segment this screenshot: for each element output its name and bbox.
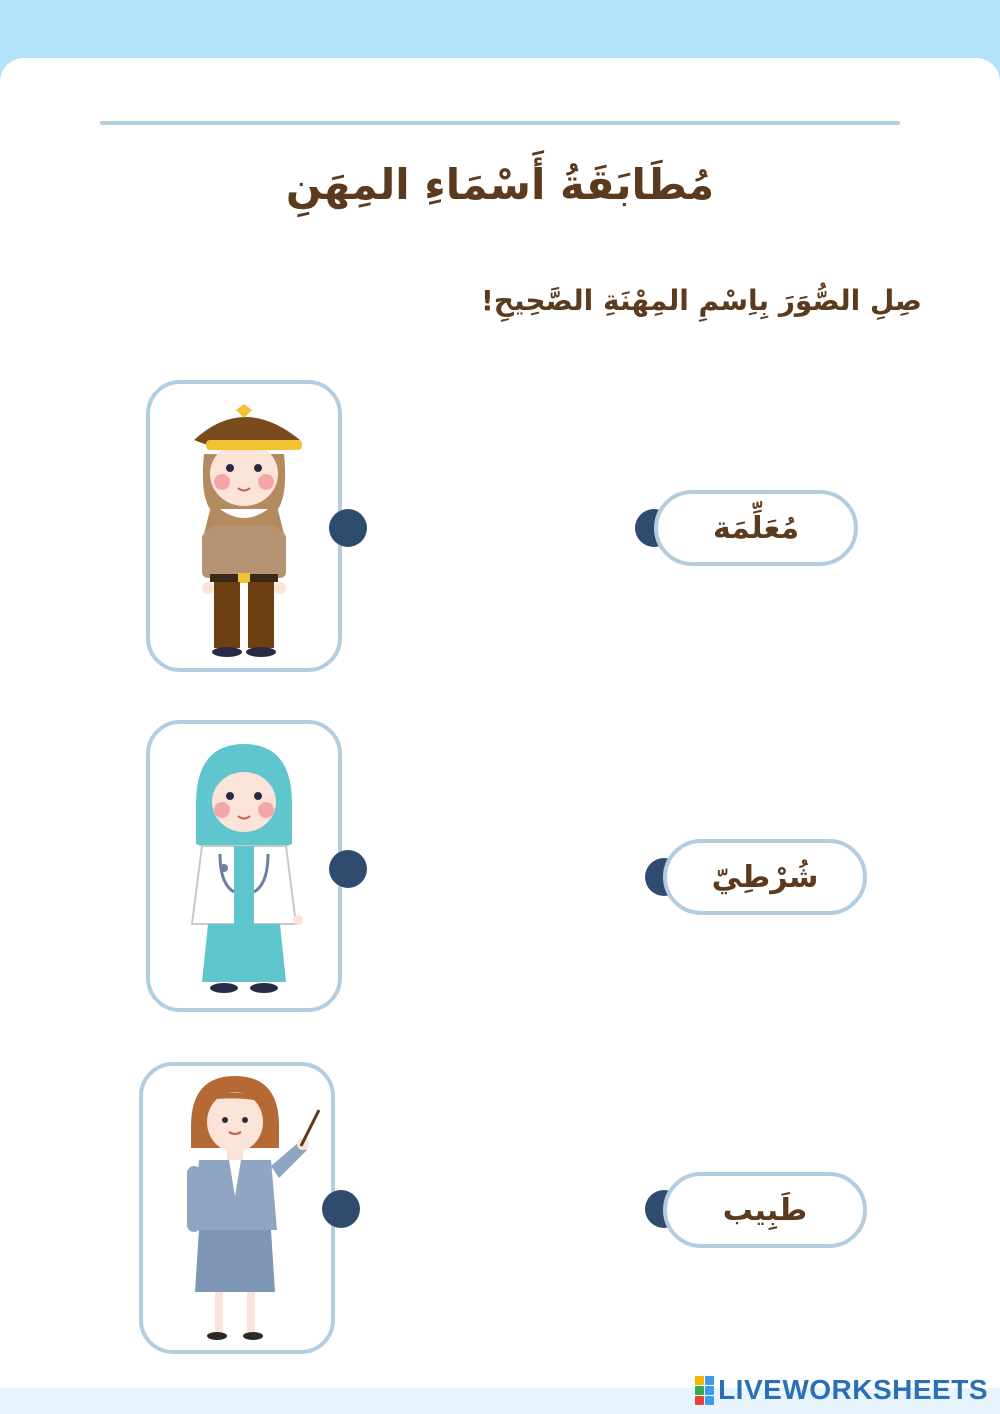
connector-dot-image-1[interactable] [329, 509, 367, 547]
image-card-teacher[interactable] [139, 1062, 335, 1354]
police-officer-icon [150, 384, 338, 668]
connector-dot-image-2[interactable] [329, 850, 367, 888]
page-title: مُطَابَقَةُ أَسْمَاءِ المِهَنِ [285, 160, 715, 209]
liveworksheets-logo[interactable] [695, 1374, 988, 1406]
instruction-text: صِلِ الصُّوَرَ بِاِسْمِ المِهْنَةِ الصَّحِيحِ! [481, 284, 922, 317]
label-pill-2[interactable] [663, 839, 867, 915]
liveworksheets-logo-icon [695, 1376, 714, 1405]
doctor-icon [150, 724, 338, 1008]
label-pill-1[interactable] [654, 490, 858, 566]
liveworksheets-brand: LIVEWORKSHEETS [718, 1374, 988, 1405]
title-divider [100, 121, 900, 125]
image-card-doctor[interactable] [146, 720, 342, 1012]
label-pill-3[interactable] [663, 1172, 867, 1248]
label-text-3: طَبِيب [722, 1192, 808, 1228]
label-text-2: شُرْطِيّ [711, 859, 819, 895]
connector-dot-image-3[interactable] [322, 1190, 360, 1228]
teacher-icon [143, 1066, 331, 1350]
label-text-1: مُعَلِّمَة [712, 510, 800, 546]
image-card-police-officer[interactable] [146, 380, 342, 672]
